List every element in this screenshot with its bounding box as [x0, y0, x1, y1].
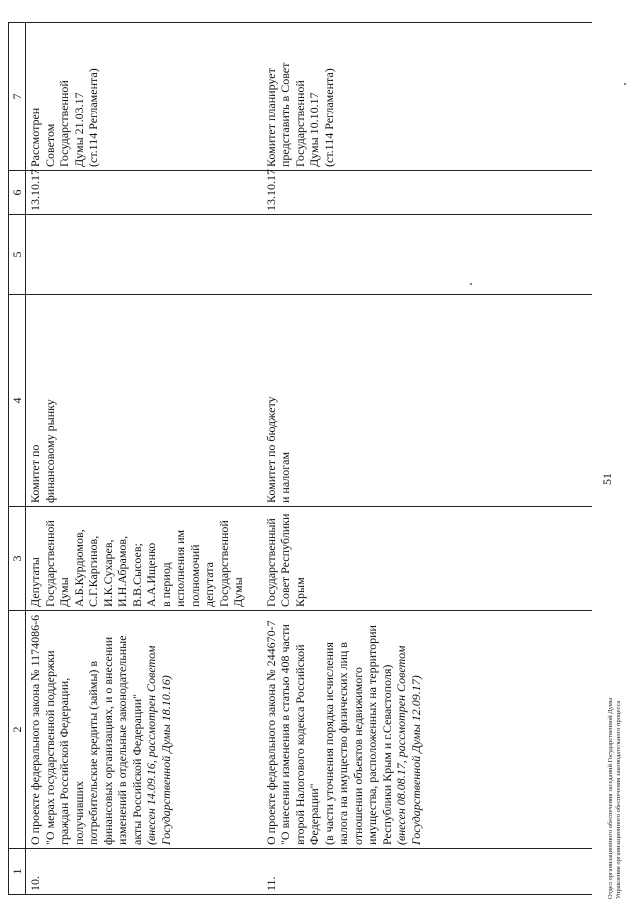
author-line: в период	[158, 562, 173, 607]
footer	[607, 698, 623, 899]
footer-line: Управления организационного обеспечения законодательного процесса	[615, 700, 622, 899]
bill-title-line: О проекте федерального закона № 1174086-6	[28, 614, 42, 845]
column-5-cell	[26, 215, 262, 295]
status-line: (ст.114 Регламента)	[86, 68, 100, 167]
bill-title-line: акты Российской Федерации"	[129, 693, 144, 845]
table-row	[26, 23, 262, 895]
committee-line: Комитет по бюджету	[263, 396, 278, 503]
column-header: 7	[9, 23, 26, 171]
author-line: исполнения им	[173, 529, 187, 607]
row-number: 11.	[262, 849, 592, 895]
status-line: Рассмотрен	[28, 107, 42, 167]
author-line: Депутаты	[28, 557, 42, 607]
bills-table	[8, 22, 592, 895]
column-header: 6	[9, 171, 26, 215]
bill-title-line: потребительские кредиты (займы) в	[86, 660, 100, 845]
status-cell	[262, 23, 592, 171]
bill-title-line: второй Налогового кодекса Российской	[292, 644, 307, 845]
author-line: Думы	[57, 577, 71, 607]
status-line: представить в Совет	[278, 62, 292, 167]
author-line: Государственной	[216, 520, 231, 607]
author-line: И.К.Сухарев,	[100, 539, 115, 607]
bill-title-line: Федерации"	[307, 783, 321, 845]
bill-title-line: "О внесении изменения в статью 408 части	[278, 624, 292, 845]
column-header: 1	[9, 849, 26, 895]
bill-title-line: отношении объектов недвижимого	[350, 667, 365, 845]
author-line: Крым	[292, 577, 307, 607]
author-line: полномочий	[187, 544, 202, 607]
scan-speck	[624, 83, 626, 85]
status-line: Советом	[42, 123, 57, 167]
column-header: 5	[9, 215, 26, 295]
committee-cell	[262, 295, 592, 507]
status-line: Комитет планирует	[263, 68, 278, 167]
committee-line: и налогам	[278, 451, 292, 503]
date-cell: 13.10.17	[26, 171, 262, 215]
status-line: Государственной	[57, 80, 71, 167]
column-header: 3	[9, 507, 26, 611]
authors-cell	[262, 507, 592, 611]
bill-note-line: (внесен 08.08.17, рассмотрен Советом	[394, 645, 408, 845]
page-number: 51	[600, 473, 614, 485]
committee-line: финансовому рынку	[42, 399, 57, 503]
bill-note-line: Государственной Думы 18.10.16)	[158, 675, 173, 845]
bill-title-line: "О мерах государственной поддержки	[42, 650, 57, 845]
bill-title-line: О проекте федерального закона № 244670-7	[263, 620, 278, 845]
bill-title-line: Республики Крым и г.Севастополя)	[379, 664, 394, 845]
date-cell: 13.10.17	[262, 171, 592, 215]
author-line: Думы	[231, 577, 245, 607]
bill-title-line: изменений в отдельные законодательные	[115, 635, 129, 845]
author-line: И.Н.Абрамов,	[115, 535, 129, 607]
authors-cell	[26, 507, 262, 611]
scan-speck	[470, 283, 472, 285]
bill-title-line: имущества, расположенных на территории	[365, 625, 379, 845]
footer-line: Отдел организационного обеспечения заседаний Государственной Думы	[607, 697, 614, 899]
bill-title-line: граждан Российской Федерации, получивших	[57, 677, 86, 845]
committee-cell	[26, 295, 262, 507]
committee-line: Комитет по	[28, 444, 42, 503]
column-header: 2	[9, 611, 26, 849]
author-line: С.Г.Каргинов,	[86, 535, 100, 607]
status-line: (ст.114 Регламента)	[321, 68, 336, 167]
bill-title-line: финансовых организациях, и о внесении	[100, 636, 115, 845]
bill-note-line: (внесен 14.09.16, рассмотрен Советом	[144, 645, 158, 845]
status-line: Думы 10.10.17	[307, 92, 321, 167]
author-line: Государственный	[263, 518, 278, 607]
table-row	[262, 23, 592, 895]
row-number: 10.	[26, 849, 262, 895]
status-line: Думы 21.03.17	[71, 92, 86, 167]
bill-title-cell	[262, 611, 592, 849]
bill-title-line: (в части уточнения порядка исчисления	[321, 642, 336, 845]
author-line: А.Б.Курдюмов,	[71, 529, 86, 607]
author-line: Совет Республики	[278, 513, 292, 607]
status-cell	[26, 23, 262, 171]
column-header: 4	[9, 295, 26, 507]
bill-note-line: Государственной Думы 12.09.17)	[408, 675, 423, 845]
author-line: В.В.Сысоев;	[129, 543, 144, 607]
author-line: Государственной	[42, 520, 57, 607]
status-line: Государственной	[292, 80, 307, 167]
author-line: депутата	[202, 562, 216, 607]
column-5-cell	[262, 215, 592, 295]
column-number-header	[9, 23, 26, 895]
author-line: А.А.Ищенко	[144, 542, 158, 607]
bill-title-cell	[26, 611, 262, 849]
bill-title-line: налога на имущество физических лиц в	[336, 642, 350, 845]
